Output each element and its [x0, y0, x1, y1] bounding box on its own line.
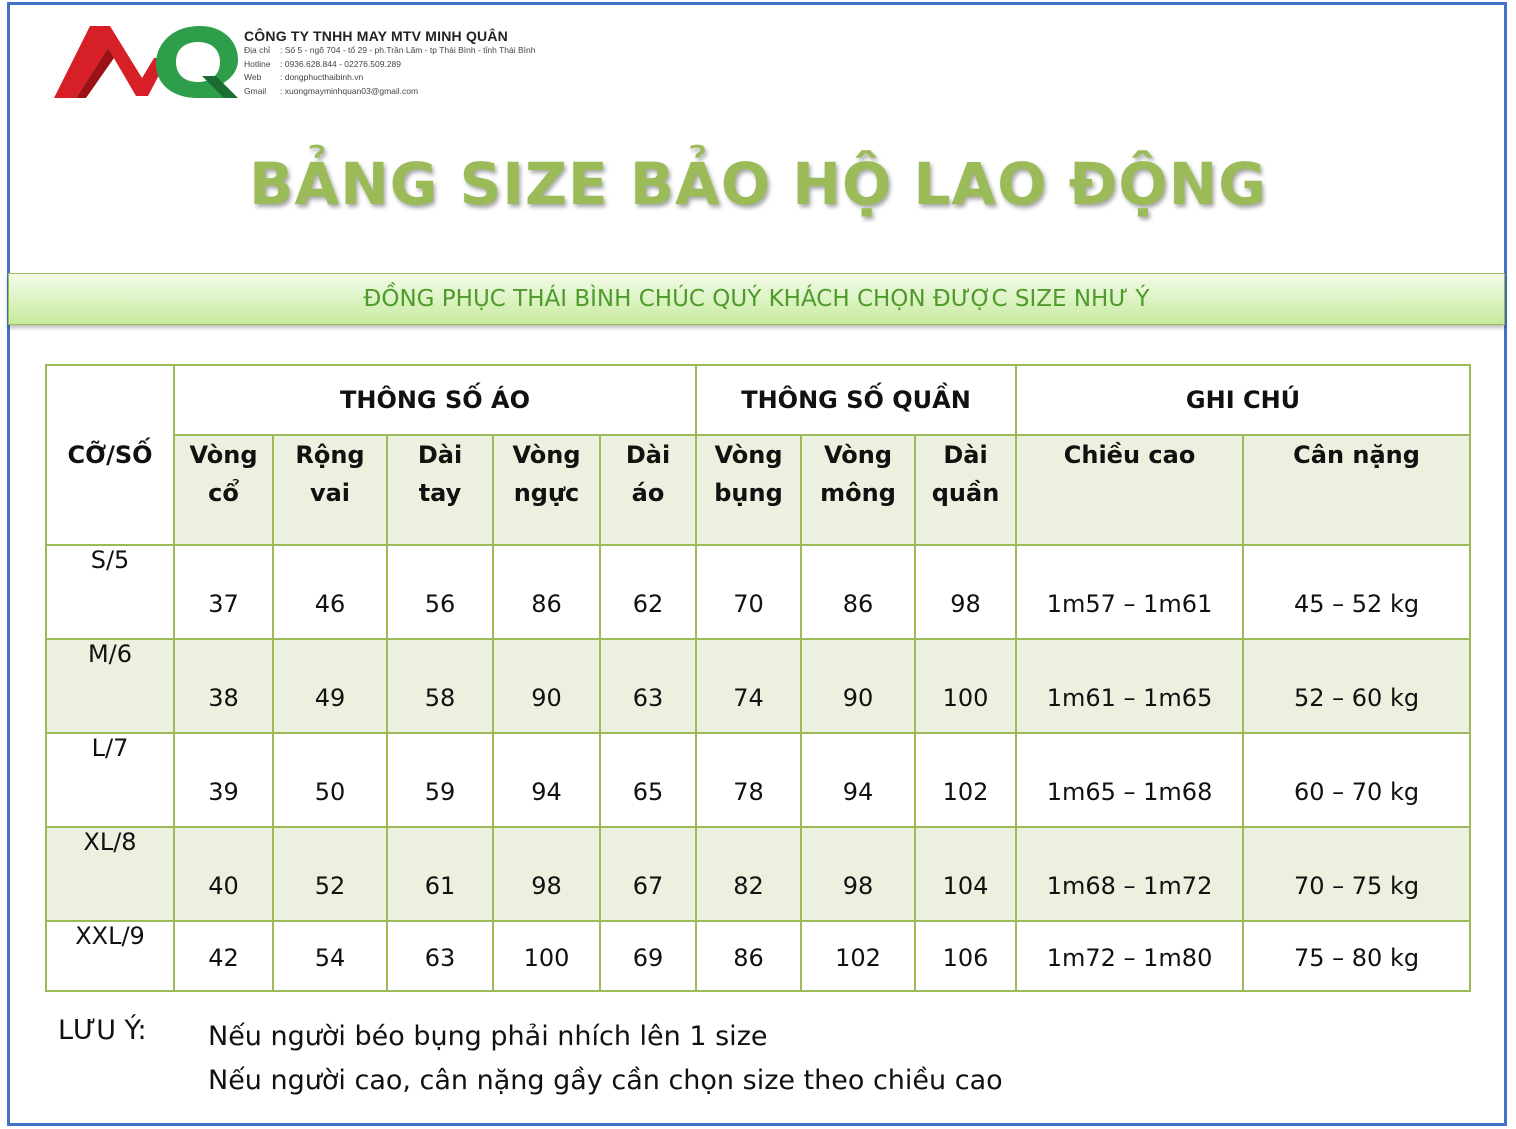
company-hotline: Hotline : 0936.628.844 - 02276.509.289 [244, 58, 401, 69]
sub-header-text: vai [309, 479, 351, 507]
table-cell [273, 733, 387, 827]
company-logo [52, 20, 242, 102]
table-cell [1243, 921, 1470, 991]
cell-value: 63 [632, 684, 664, 712]
cell-value: 94 [531, 778, 562, 806]
table-cell [493, 545, 600, 639]
table-cell [1016, 545, 1243, 639]
table-cell [600, 545, 696, 639]
greeting-banner: ĐỒNG PHỤC THÁI BÌNH CHÚC QUÝ KHÁCH CHỌN ĐƯỢC SIZE NHƯ Ý [8, 273, 1505, 325]
table-cell [1016, 639, 1243, 733]
cell-value: 49 [314, 684, 346, 712]
cell-value: 67 [632, 872, 664, 900]
table-cell [696, 733, 801, 827]
cell-value: 98 [842, 872, 874, 900]
sub-header-text: cổ [208, 479, 239, 507]
table-cell [493, 827, 600, 921]
table-cell [273, 827, 387, 921]
size-label-cell: XL/8 [46, 827, 174, 921]
cell-value: 60 – 70 kg [1293, 778, 1420, 806]
cell-value: 65 [632, 778, 664, 806]
cell-value: 102 [835, 944, 881, 972]
note-lines [208, 1015, 1003, 1103]
cell-value: 52 – 60 kg [1293, 684, 1420, 712]
company-web: Web : dongphucthaibinh.vn [244, 72, 364, 82]
table-cell [600, 639, 696, 733]
table-cell [1016, 827, 1243, 921]
note-label: LƯU Ý: [58, 1015, 147, 1046]
table-cell [387, 639, 493, 733]
sub-header-row [46, 435, 1470, 545]
cell-value: 100 [942, 684, 989, 712]
cell-value: 39 [208, 778, 239, 806]
cell-value: 1m57 – 1m61 [1046, 590, 1213, 618]
table-cell [915, 733, 1016, 827]
cell-value: 46 [314, 590, 346, 618]
sub-header-text: Dài [943, 441, 988, 469]
size-label-cell: M/6 [46, 639, 174, 733]
table-row [46, 921, 1470, 991]
sub-header-cell [600, 435, 696, 545]
cell-value: 62 [632, 590, 664, 618]
table-row [46, 827, 1470, 921]
table-cell [696, 639, 801, 733]
size-label-cell: XXL/9 [46, 921, 174, 991]
cell-value: 78 [733, 778, 764, 806]
table-cell [801, 921, 915, 991]
cell-value: 1m61 – 1m65 [1046, 684, 1213, 712]
table-cell [174, 639, 273, 733]
sub-header-text: Dài [625, 441, 671, 469]
table-cell [493, 639, 600, 733]
table-cell [1243, 545, 1470, 639]
company-address: Địa chỉ : Số 5 - ngõ 704 - tổ 29 - ph.Trần Lãm - tp Thái Bình - tỉnh Thái Bình [244, 45, 536, 55]
table-cell [1243, 639, 1470, 733]
table-row [46, 545, 1470, 639]
note-line: Nếu người béo bụng phải nhích lên 1 size [208, 1021, 768, 1052]
cell-value: 42 [208, 944, 239, 972]
table-cell [600, 921, 696, 991]
cell-value: 104 [942, 872, 989, 900]
table-cell [1243, 827, 1470, 921]
table-cell [915, 639, 1016, 733]
size-column-header: CỠ/SỐ [46, 365, 174, 545]
sub-header-text: bụng [714, 479, 783, 507]
sub-header-text: Chiều cao [1063, 441, 1196, 469]
sub-header-text: Vòng [189, 441, 258, 469]
cell-value: 90 [842, 684, 874, 712]
table-cell [387, 545, 493, 639]
table-cell [696, 545, 801, 639]
sub-header-text: tay [418, 479, 462, 507]
cell-value: 38 [208, 684, 239, 712]
cell-value: 86 [842, 590, 874, 618]
sub-header-cell [273, 435, 387, 545]
cell-value: 54 [314, 944, 346, 972]
cell-value: 90 [531, 684, 562, 712]
cell-value: 63 [424, 944, 456, 972]
sub-header-text: Cân nặng [1293, 441, 1420, 469]
cell-value: 75 – 80 kg [1293, 944, 1420, 972]
cell-value: 70 – 75 kg [1293, 872, 1420, 900]
sub-header-text: Rộng [295, 441, 365, 469]
sub-header-text: quần [931, 479, 1000, 507]
size-label-cell: L/7 [46, 733, 174, 827]
sub-header-text: Vòng [714, 441, 783, 469]
cell-value: 1m65 – 1m68 [1046, 778, 1213, 806]
size-table [45, 364, 1471, 992]
table-cell [801, 545, 915, 639]
sub-header-cell [493, 435, 600, 545]
table-cell [801, 827, 915, 921]
sub-header-text: áo [631, 479, 665, 507]
table-cell [1016, 733, 1243, 827]
sub-header-text: Vòng [512, 441, 581, 469]
table-cell [387, 733, 493, 827]
table-cell [696, 921, 801, 991]
sub-header-text: mông [820, 479, 896, 507]
cell-value: 86 [531, 590, 562, 618]
notes-group-header: GHI CHÚ [1016, 365, 1470, 435]
cell-value: 56 [424, 590, 456, 618]
table-cell [696, 827, 801, 921]
table-cell [174, 545, 273, 639]
table-cell [174, 827, 273, 921]
sub-header-cell [1243, 435, 1470, 545]
cell-value: 45 – 52 kg [1293, 590, 1420, 618]
sub-header-cell [1016, 435, 1243, 545]
table-cell [915, 921, 1016, 991]
cell-value: 82 [733, 872, 764, 900]
cell-value: 70 [733, 590, 764, 618]
table-cell [600, 827, 696, 921]
sub-header-text: ngực [513, 479, 580, 507]
sub-header-cell [801, 435, 915, 545]
table-cell [801, 733, 915, 827]
company-name: CÔNG TY TNHH MAY MTV MINH QUÂN [244, 28, 508, 44]
pants-group-header: THÔNG SỐ QUẦN [696, 365, 1016, 435]
table-cell [1016, 921, 1243, 991]
table-cell [493, 921, 600, 991]
company-info [244, 28, 584, 98]
cell-value: 69 [632, 944, 664, 972]
table-cell [174, 921, 273, 991]
table-cell [387, 827, 493, 921]
table-cell [915, 545, 1016, 639]
cell-value: 52 [314, 872, 346, 900]
table-cell [600, 733, 696, 827]
table-cell [273, 545, 387, 639]
cell-value: 98 [950, 590, 981, 618]
cell-value: 98 [531, 872, 562, 900]
page-title: BẢNG SIZE BẢO HỘ LAO ĐỘNG [249, 150, 1267, 218]
note-line: Nếu người cao, cân nặng gầy cần chọn size theo chiều cao [208, 1065, 1003, 1096]
cell-value: 50 [314, 778, 346, 806]
table-cell [273, 639, 387, 733]
table-cell [273, 921, 387, 991]
cell-value: 102 [942, 778, 989, 806]
cell-value: 94 [842, 778, 874, 806]
table-cell [915, 827, 1016, 921]
table-cell [1243, 733, 1470, 827]
cell-value: 40 [208, 872, 239, 900]
shirt-group-header: THÔNG SỐ ÁO [174, 365, 696, 435]
table-cell [801, 639, 915, 733]
cell-value: 1m72 – 1m80 [1046, 944, 1213, 972]
sub-header-cell [174, 435, 273, 545]
cell-value: 61 [424, 872, 456, 900]
cell-value: 86 [733, 944, 764, 972]
size-table-body [46, 545, 1470, 991]
cell-value: 58 [424, 684, 456, 712]
cell-value: 74 [733, 684, 764, 712]
table-cell [387, 921, 493, 991]
table-cell [174, 733, 273, 827]
sub-header-cell [915, 435, 1016, 545]
sub-header-cell [696, 435, 801, 545]
size-label-cell: S/5 [46, 545, 174, 639]
table-row [46, 639, 1470, 733]
cell-value: 37 [208, 590, 239, 618]
company-gmail: Gmail : xuongmayminhquan03@gmail.com [244, 85, 419, 96]
table-row [46, 733, 1470, 827]
sub-header-cell [387, 435, 493, 545]
sub-header-text: Dài [417, 441, 463, 469]
cell-value: 106 [942, 944, 989, 972]
table-cell [493, 733, 600, 827]
cell-value: 59 [424, 778, 456, 806]
cell-value: 1m68 – 1m72 [1046, 872, 1213, 900]
cell-value: 100 [523, 944, 570, 972]
sub-header-text: Vòng [823, 441, 892, 469]
